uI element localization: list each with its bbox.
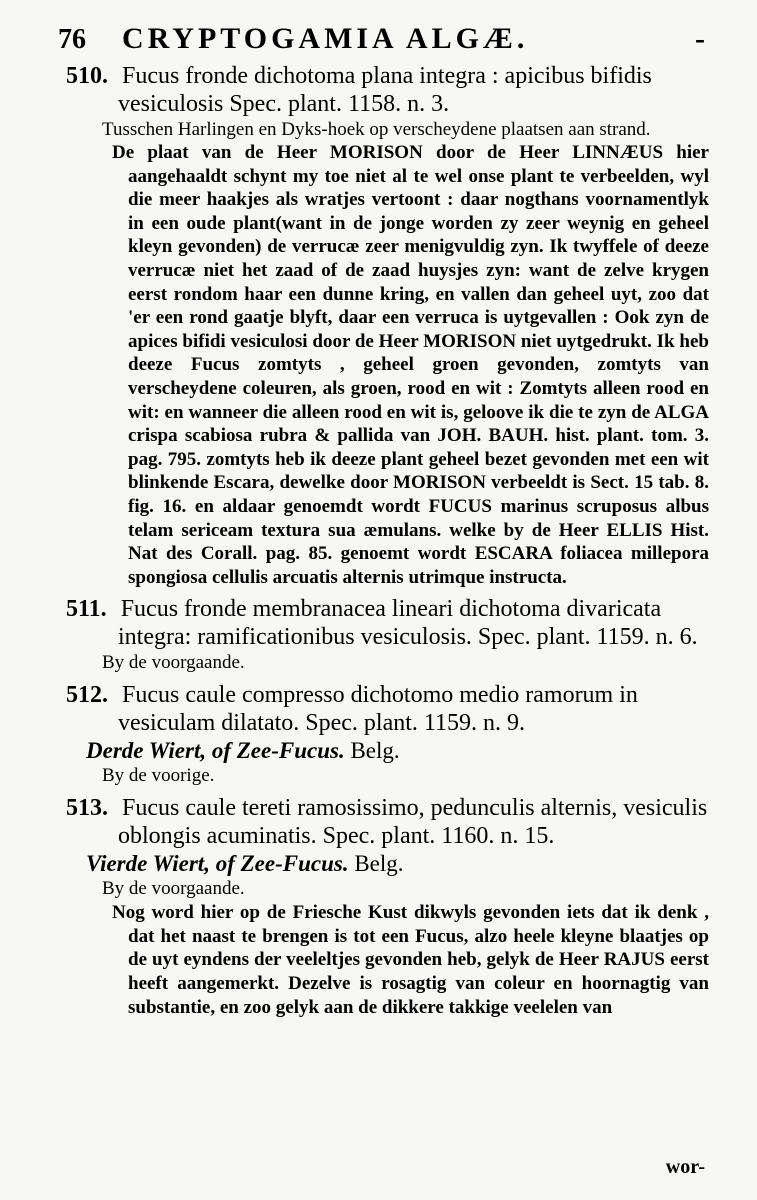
locality-line: By de voorgaande. <box>102 652 245 674</box>
header-dash: - <box>695 22 709 55</box>
vernacular-text: Derde Wiert, of Zee-Fucus. <box>86 738 345 764</box>
page-number: 76 <box>58 24 86 55</box>
locality-line: Tusschen Harlingen en Dyks-hoek op verscheydene plaatsen aan strand. <box>102 119 651 140</box>
entry-heading <box>66 595 709 651</box>
locality-line: By de voorige. <box>102 765 215 787</box>
entry-heading <box>66 62 709 118</box>
page-title: CRYPTOGAMIA ALGÆ. <box>122 22 529 55</box>
entry-commentary: De plaat van de Heer MORISON door de Heer LINNÆUS hier aangehaaldt schynt my toe niet al te wel onse plant te verbeelden, wyl die meer haakjes als wratjes vertoont : daar nogthans voornamentlyk in een oude plant(want in de jonge worden zy zeer weynig en geheel kleyn gevonden) de verrucæ zeer menigvuldig zyn. Ik twyffele of deeze verrucæ niet het zaad of de zaad huysjes zyn: want de zelve krygen eerst rondom haar een dunne kring, en vallen dan geheel uyt, zoo dat 'er een rond gaatje blyft, daar een verruca is uytgevallen : Ook zyn de apices bifidi vesiculosi door de Heer MORISON niet uytgedrukt. Ik heb deeze Fucus zomtyts , geheel groen gevonden, zomtyts van verscheydene coleuren, als groen, rood en wit : Zomtyts alleen rood en wit: en wanneer die alleen rood en wit is, geloove ik die te zyn de ALGA crispa scabiosa rubra & pallida van JOH. BAUH. hist. plant. tom. 3. pag. 795. zomtyts heb ik deeze plant geheel bezet gevonden met een wit blinkende Escara, dewelke door MORISON verbeeldt is Sect. 15 tab. 8. fig. 16. en aldaar genoemdt wordt FUCUS marinus scruposus albus telam sericeam textura sua æmulans. welke by de Heer ELLIS Hist. Nat des Corall. pag. 85. genoemt wordt ESCARA foliacea millepora spongiosa cellulis arcuatis alternis utrimque instructa. <box>112 142 709 588</box>
running-header <box>58 22 709 56</box>
entry-diagnosis: Fucus fronde membranacea lineari dichotoma divaricata integra: ramificationibus vesiculosis. Spec. plant. 1159. n. 6. <box>118 596 698 651</box>
entry-number: 513. <box>66 795 108 822</box>
vernacular-lang: Belg. <box>354 851 404 877</box>
entry-heading <box>66 681 709 737</box>
entry-510 <box>58 62 709 589</box>
vernacular-text: Vierde Wiert, of Zee-Fucus. <box>86 851 349 877</box>
entry-diagnosis: Fucus caule tereti ramosissimo, pedunculis alternis, vesiculis oblongis acuminatis. Spec. plant. 1160. n. 15. <box>118 795 708 850</box>
entry-heading <box>66 794 709 850</box>
vernacular-name <box>86 850 709 877</box>
entry-513 <box>58 794 709 1019</box>
locality-line: By de voorgaande. <box>102 878 245 900</box>
entry-diagnosis: Fucus fronde dichotoma plana integra : apicibus bifidis vesiculosis Spec. plant. 1158. n. 3. <box>118 63 652 117</box>
entry-511 <box>58 595 709 675</box>
entry-commentary: Nog word hier op de Friesche Kust dikwyls gevonden iets dat ik denk , dat het naast te brengen is tot een Fucus, alzo heele kleyne blaatjes op de uyt eyndens der veeleltjes gevonden heb, gelyk de Heer RAJUS eerst heeft aangemerkt. Dezelve is rosagtig van coleur en hoornagtig van substantie, en zoo gelyk aan de dikkere takkige veelelen van <box>112 902 709 1018</box>
entry-number: 512. <box>66 682 108 709</box>
vernacular-name <box>86 737 709 764</box>
entry-512 <box>58 681 709 788</box>
vernacular-lang: Belg. <box>350 738 400 764</box>
catchword: wor- <box>665 1156 705 1178</box>
entry-diagnosis: Fucus caule compresso dichotomo medio ramorum in vesiculam dilatato. Spec. plant. 1159. n. 9. <box>118 682 638 737</box>
entry-number: 511. <box>66 596 107 623</box>
entry-number: 510. <box>66 63 108 89</box>
